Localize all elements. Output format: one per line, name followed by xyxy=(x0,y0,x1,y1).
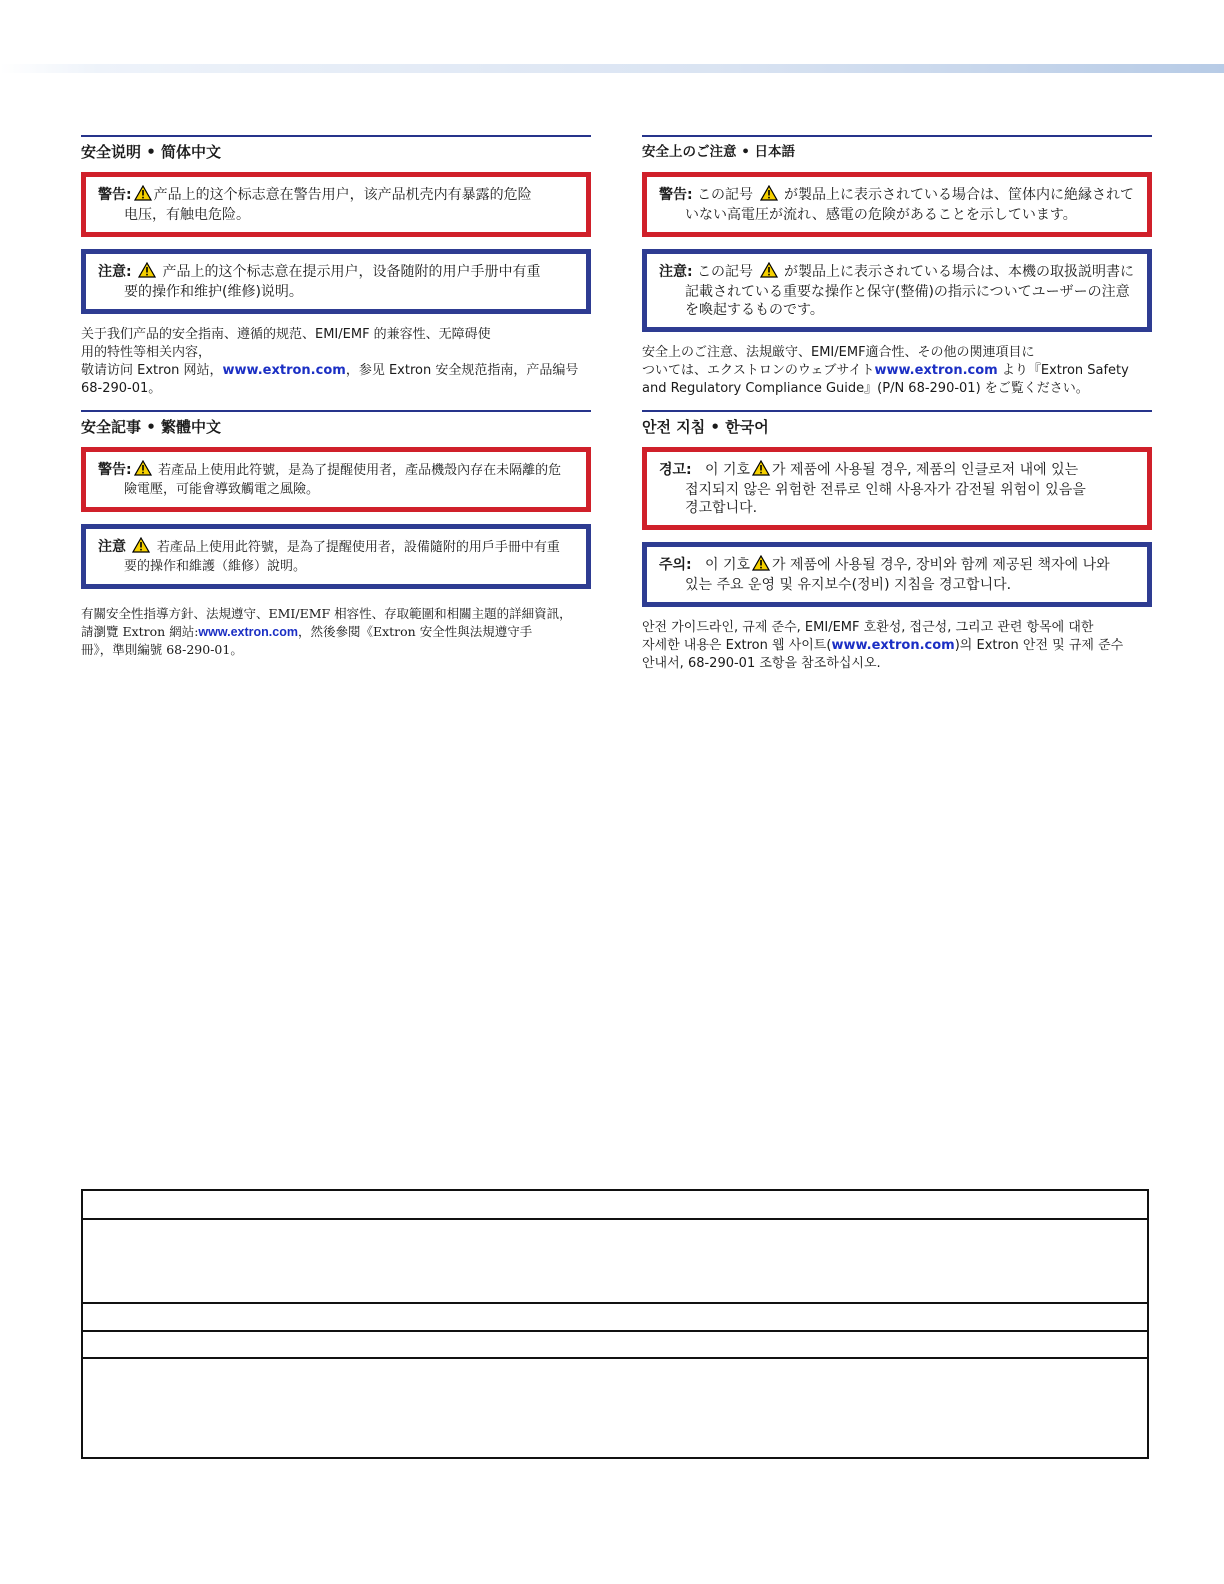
warning-triangle-icon xyxy=(752,460,770,481)
caution-text-cont: 있는 주요 운영 및 유지보수(정비) 지침을 경고합니다. xyxy=(685,577,1012,593)
info-line: 68-290-01。 xyxy=(81,381,162,396)
form-row xyxy=(83,1332,1147,1359)
caution-text: 가 제품에 사용될 경우, 장비와 함께 제공된 책자에 나와 xyxy=(772,557,1110,573)
caution-text: 이 기호 xyxy=(705,557,751,573)
extron-website-link[interactable]: www.extron.com xyxy=(222,363,346,378)
info-line: 安全上のご注意、法規厳守、EMI/EMF適合性、その他の関連項目に xyxy=(642,345,1035,360)
info-paragraph-sc xyxy=(81,326,591,398)
caution-label: 注意: xyxy=(659,264,693,280)
warning-triangle-icon xyxy=(138,262,156,283)
info-paragraph-ko xyxy=(642,619,1152,673)
caution-text-cont: 要的操作和維護（維修）說明。 xyxy=(124,559,307,574)
form-row-header xyxy=(83,1191,1147,1220)
info-line: 冊》，準則編號 68-290-01。 xyxy=(81,642,243,657)
info-paragraph-tc xyxy=(81,605,591,659)
info-text: ，参见 Extron 安全规范指南，产品编号 xyxy=(345,363,579,378)
warning-text: が製品上に表示されている場合は、筐体内に絶縁されて xyxy=(783,187,1134,203)
section-heading-ja: 安全上のご注意 • 日本語 xyxy=(642,135,1152,162)
info-text: より『Extron Safety xyxy=(1001,363,1129,378)
info-text: 자세한 내용은 Extron 웹 사이트( xyxy=(642,638,832,653)
info-line xyxy=(642,637,1152,655)
info-line xyxy=(81,623,591,641)
warning-text: 产品上的这个标志意在警告用户，该产品机壳内有暴露的危险 xyxy=(153,187,532,203)
info-text: ついては、エクストロンのウェブサイト xyxy=(642,363,875,378)
caution-text-cont: 記載されている重要な操作と保守(整備)の指示についてユーザーの注意 xyxy=(685,284,1130,300)
right-column xyxy=(642,135,1152,685)
warning-box-ja xyxy=(642,172,1152,237)
warning-label: 警告: xyxy=(98,187,132,203)
caution-text: 若產品上使用此符號，是為了提醒使用者，設備隨附的用戶手冊中有重 xyxy=(156,540,560,555)
caution-label: 注意: xyxy=(98,264,132,280)
extron-website-link[interactable]: www.extron.com xyxy=(198,625,298,639)
info-line: 안내서, 68-290-01 조항을 참조하십시오. xyxy=(642,656,881,671)
info-text: 請瀏覽 Extron 網站: xyxy=(81,624,199,639)
info-line: and Regulatory Compliance Guide』(P/N 68-290-01) をご覧ください。 xyxy=(642,381,1089,396)
warning-text-cont: 경고합니다. xyxy=(685,500,758,516)
warning-box-tc xyxy=(81,447,591,512)
warning-label: 경고: xyxy=(659,462,692,478)
caution-box-ja xyxy=(642,249,1152,332)
extron-website-link[interactable]: www.extron.com xyxy=(874,363,998,378)
caution-label: 注意 xyxy=(98,539,126,555)
form-row xyxy=(83,1304,1147,1332)
warning-text-cont: 접지되지 않은 위험한 전류로 인해 사용자가 감전될 위험이 있음을 xyxy=(685,482,1086,498)
caution-box-ko xyxy=(642,542,1152,607)
warning-text: この記号 xyxy=(697,187,754,203)
warning-label: 警告: xyxy=(659,187,693,203)
caution-text: が製品上に表示されている場合は、本機の取扱説明書に xyxy=(783,264,1134,280)
warning-triangle-icon xyxy=(760,262,778,283)
info-paragraph-ja xyxy=(642,344,1152,398)
info-text: )의 Extron 안전 및 규제 준수 xyxy=(954,638,1124,653)
empty-form-table xyxy=(81,1189,1149,1459)
warning-text: 若產品上使用此符號，是為了提醒使用者，產品機殼內存在未隔離的危 xyxy=(158,463,562,478)
warning-text: 가 제품에 사용될 경우, 제품의 인클로저 내에 있는 xyxy=(772,462,1079,478)
caution-text: 产品上的这个标志意在提示用户，设备随附的用户手册中有重 xyxy=(162,264,541,280)
section-heading-tc: 安全記事 • 繁體中文 xyxy=(81,410,591,437)
info-text: 敬请访问 Extron 网站， xyxy=(81,363,223,378)
warning-text-cont: 电压，有触电危险。 xyxy=(124,207,250,223)
caution-label: 주의: xyxy=(659,557,692,573)
warning-text-cont: いない高電圧が流れ、感電の危険があることを示しています。 xyxy=(685,207,1077,223)
warning-triangle-icon xyxy=(132,537,150,558)
form-row xyxy=(83,1359,1147,1457)
info-line: 用的特性等相关内容， xyxy=(81,345,212,360)
info-line xyxy=(642,362,1152,380)
caution-text-cont: を喚起するものです。 xyxy=(685,302,824,318)
warning-box-ko xyxy=(642,447,1152,530)
section-heading-sc: 安全说明 • 简体中文 xyxy=(81,135,591,162)
caution-box-sc xyxy=(81,249,591,314)
header-gradient-bar xyxy=(0,64,1224,73)
warning-triangle-icon xyxy=(752,555,770,576)
warning-label: 警告: xyxy=(98,462,132,478)
info-line: 안전 가이드라인, 규제 준수, EMI/EMF 호환성, 접근성, 그리고 관련 항목에 대한 xyxy=(642,620,1094,635)
info-line: 关于我们产品的安全指南、遵循的规范、EMI/EMF 的兼容性、无障碍使 xyxy=(81,327,491,342)
warning-triangle-icon xyxy=(134,185,152,206)
caution-text-cont: 要的操作和维护(维修)说明。 xyxy=(124,284,303,300)
warning-text: 이 기호 xyxy=(705,462,751,478)
extron-website-link[interactable]: www.extron.com xyxy=(831,638,955,653)
form-row xyxy=(83,1220,1147,1304)
info-text: ，然後參閱《Extron 安全性與法規遵守手 xyxy=(297,624,533,639)
section-heading-ko: 안전 지침 • 한국어 xyxy=(642,410,1152,437)
caution-box-tc xyxy=(81,524,591,589)
warning-text-cont: 險電壓，可能會導致觸電之風險。 xyxy=(124,482,320,497)
info-line xyxy=(81,362,591,380)
warning-box-sc xyxy=(81,172,591,237)
left-column xyxy=(81,135,591,671)
info-line: 有關安全性指導方針、法規遵守、EMI/EMF 相容性、存取範圍和相關主題的詳細資訊， xyxy=(81,606,572,621)
caution-text: この記号 xyxy=(697,264,754,280)
warning-triangle-icon xyxy=(760,185,778,206)
warning-triangle-icon xyxy=(134,460,152,481)
